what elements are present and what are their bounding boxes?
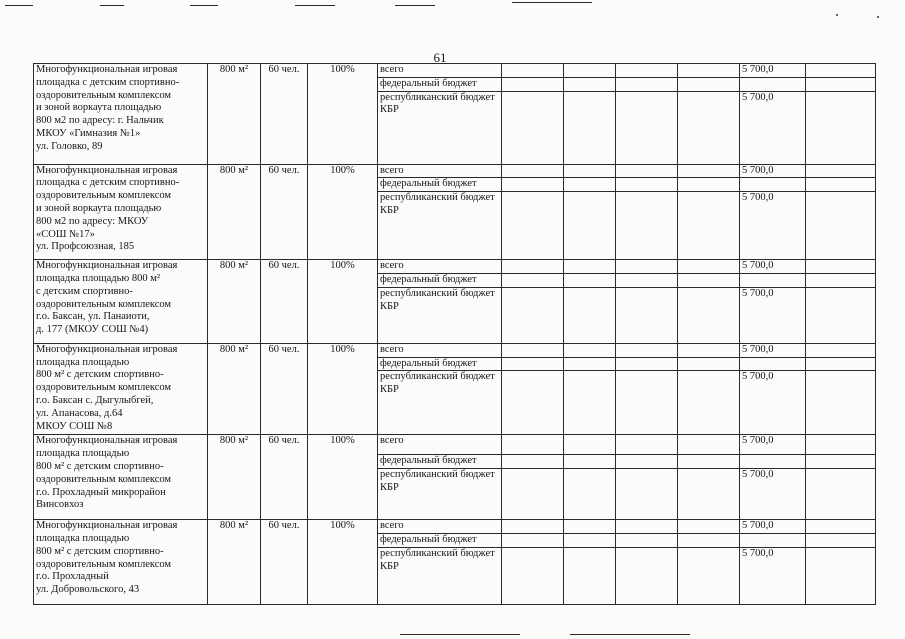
empty-cell — [678, 469, 740, 520]
amount-total: 5 700,0 — [740, 260, 806, 274]
project-name-line: ул. Профсоюзная, 185 — [36, 241, 135, 253]
empty-cell — [740, 273, 806, 287]
project-name-line: площадка площадью 800 м² — [36, 272, 161, 284]
empty-cell — [740, 533, 806, 547]
area-unit: м² — [238, 520, 249, 532]
project-name-line: ул. Апанасова, д.64 — [36, 407, 123, 419]
project-name-line: МКОУ «Гимназия №1» — [36, 127, 141, 139]
people-value: 60 чел. — [268, 260, 300, 272]
empty-cell — [806, 192, 876, 260]
area-value: 800 — [219, 64, 236, 75]
empty-cell — [502, 192, 564, 260]
empty-cell — [564, 547, 616, 604]
empty-cell — [740, 77, 806, 91]
project-area — [208, 435, 261, 520]
area-value: 800 — [219, 164, 236, 176]
people-value: 60 чел. — [268, 343, 300, 355]
empty-cell — [740, 357, 806, 371]
amount-republic: 5 700,0 — [740, 287, 806, 343]
table-row — [34, 435, 905, 455]
empty-cell — [502, 273, 564, 287]
project-area — [208, 64, 261, 165]
empty-cell — [806, 469, 876, 520]
empty-cell — [616, 435, 678, 455]
empty-cell — [806, 455, 876, 469]
empty-cell — [502, 533, 564, 547]
project-name — [34, 343, 208, 435]
project-name-line: Многофункциональная игровая — [36, 164, 178, 176]
project-name-line: с детским спортивно- — [36, 285, 133, 297]
empty-cell — [616, 164, 678, 178]
empty-cell — [806, 371, 876, 435]
empty-cell — [616, 192, 678, 260]
empty-cell — [678, 343, 740, 357]
empty-cell — [616, 371, 678, 435]
empty-cell — [616, 469, 678, 520]
empty-cell — [616, 533, 678, 547]
area-unit: м² — [238, 343, 249, 355]
table-row — [34, 343, 905, 357]
people-value: 60 чел. — [268, 164, 300, 176]
empty-cell — [616, 547, 678, 604]
project-name-line: оздоровительным комплексом — [36, 382, 172, 394]
project-name-line: Многофункциональная игровая — [36, 343, 178, 355]
project-name-line: оздоровительным комплексом — [36, 89, 172, 101]
budget-label-republic: республиканский бюджет КБР — [378, 91, 502, 164]
project-people — [261, 164, 308, 260]
budget-label-federal: федеральный бюджет — [378, 455, 502, 469]
empty-cell — [740, 178, 806, 192]
empty-cell — [502, 343, 564, 357]
empty-cell — [678, 91, 740, 164]
empty-cell — [616, 64, 678, 78]
people-value: 60 чел. — [268, 64, 300, 75]
area-unit: м² — [238, 64, 249, 75]
project-name-line: г.о. Баксан, ул. Панаиоти, — [36, 311, 150, 323]
project-name-line: и зоной воркаута площадью — [36, 202, 162, 214]
amount-republic: 5 700,0 — [740, 192, 806, 260]
empty-cell — [502, 178, 564, 192]
empty-cell — [806, 273, 876, 287]
budget-label-total: всего — [378, 520, 502, 534]
project-percent: 100% — [308, 64, 378, 165]
empty-cell — [564, 287, 616, 343]
empty-cell — [678, 455, 740, 469]
empty-cell — [616, 343, 678, 357]
empty-cell — [502, 64, 564, 78]
project-name — [34, 164, 208, 260]
scan-artifact — [512, 2, 592, 3]
empty-cell — [564, 64, 616, 78]
project-name-line: площадка с детским спортивно- — [36, 76, 180, 88]
empty-cell — [564, 77, 616, 91]
project-area — [208, 260, 261, 344]
empty-cell — [806, 357, 876, 371]
people-value: 60 чел. — [268, 520, 300, 532]
area-unit: м² — [238, 260, 249, 272]
project-percent: 100% — [308, 435, 378, 520]
budget-label-federal: федеральный бюджет — [378, 533, 502, 547]
project-name-line: Многофункциональная игровая — [36, 520, 178, 532]
project-name-line: 800 м² с детским спортивно- — [36, 460, 164, 472]
area-unit: м² — [238, 435, 249, 447]
empty-cell — [502, 357, 564, 371]
project-name-line: Многофункциональная игровая — [36, 435, 178, 447]
empty-cell — [564, 357, 616, 371]
empty-cell — [616, 520, 678, 534]
empty-cell — [564, 343, 616, 357]
empty-cell — [564, 91, 616, 164]
scan-artifact — [100, 5, 124, 6]
project-name-line: г.о. Баксан с. Дыгулыбгей, — [36, 394, 154, 406]
project-name-line: оздоровительным комплексом — [36, 190, 172, 202]
empty-cell — [502, 164, 564, 178]
project-name-line: оздоровительным комплексом — [36, 558, 172, 570]
empty-cell — [806, 77, 876, 91]
empty-cell — [502, 520, 564, 534]
empty-cell — [616, 357, 678, 371]
empty-cell — [616, 178, 678, 192]
empty-cell — [502, 455, 564, 469]
empty-cell — [678, 77, 740, 91]
empty-cell — [616, 455, 678, 469]
budget-label-republic: республиканский бюджет КБР — [378, 192, 502, 260]
empty-cell — [564, 533, 616, 547]
scan-speck — [836, 14, 838, 16]
scan-artifact — [5, 5, 33, 6]
area-value: 800 — [219, 260, 236, 272]
empty-cell — [678, 64, 740, 78]
empty-cell — [502, 547, 564, 604]
project-name-line: ул. Добровольского, 43 — [36, 584, 140, 596]
empty-cell — [502, 435, 564, 455]
empty-cell — [564, 260, 616, 274]
empty-cell — [678, 547, 740, 604]
budget-label-total: всего — [378, 435, 502, 455]
empty-cell — [806, 178, 876, 192]
project-area — [208, 164, 261, 260]
empty-cell — [502, 469, 564, 520]
page-number: 61 — [433, 50, 447, 65]
project-name — [34, 260, 208, 344]
project-people — [261, 64, 308, 165]
empty-cell — [678, 260, 740, 274]
scan-speck — [877, 16, 879, 18]
empty-cell — [678, 164, 740, 178]
empty-cell — [806, 547, 876, 604]
empty-cell — [678, 273, 740, 287]
empty-cell — [806, 260, 876, 274]
empty-cell — [678, 520, 740, 534]
budget-label-total: всего — [378, 164, 502, 178]
empty-cell — [806, 520, 876, 534]
empty-cell — [564, 273, 616, 287]
empty-cell — [564, 455, 616, 469]
project-name-line: г.о. Прохладный — [36, 571, 109, 583]
empty-cell — [502, 371, 564, 435]
project-people — [261, 343, 308, 435]
empty-cell — [564, 178, 616, 192]
amount-republic: 5 700,0 — [740, 547, 806, 604]
empty-cell — [502, 91, 564, 164]
project-name-line: площадка площадью — [36, 356, 130, 368]
area-unit: м² — [238, 164, 249, 176]
empty-cell — [678, 192, 740, 260]
empty-cell — [678, 357, 740, 371]
empty-cell — [502, 260, 564, 274]
amount-republic: 5 700,0 — [740, 371, 806, 435]
project-name-line: площадка с детским спортивно- — [36, 177, 180, 189]
empty-cell — [806, 533, 876, 547]
project-name-line: оздоровительным комплексом — [36, 473, 172, 485]
project-name-line: площадка площадью — [36, 532, 130, 544]
project-percent: 100% — [308, 260, 378, 344]
budget-label-republic: республиканский бюджет КБР — [378, 547, 502, 604]
empty-cell — [678, 435, 740, 455]
empty-cell — [564, 520, 616, 534]
budget-label-federal: федеральный бюджет — [378, 178, 502, 192]
table-row — [34, 260, 905, 274]
amount-total: 5 700,0 — [740, 343, 806, 357]
empty-cell — [806, 91, 876, 164]
empty-cell — [564, 164, 616, 178]
empty-cell — [564, 435, 616, 455]
project-name-line: 800 м2 по адресу: г. Нальчик — [36, 115, 164, 127]
empty-cell — [616, 77, 678, 91]
project-name-line: площадка площадью — [36, 448, 130, 460]
project-name — [34, 520, 208, 605]
project-name-line: д. 177 (МКОУ СОШ №4) — [36, 324, 149, 336]
project-percent: 100% — [308, 520, 378, 605]
budget-label-total: всего — [378, 260, 502, 274]
budget-label-republic: республиканский бюджет КБР — [378, 287, 502, 343]
table-row — [34, 520, 905, 534]
empty-cell — [678, 178, 740, 192]
scan-artifact — [190, 5, 218, 6]
amount-republic: 5 700,0 — [740, 91, 806, 164]
empty-cell — [616, 287, 678, 343]
empty-cell — [806, 287, 876, 343]
project-name-line: Многофункциональная игровая — [36, 64, 178, 75]
amount-total: 5 700,0 — [740, 435, 806, 455]
empty-cell — [806, 435, 876, 455]
project-name-line: г.о. Прохладный микрорайон — [36, 486, 166, 498]
budget-label-republic: республиканский бюджет КБР — [378, 371, 502, 435]
table-row — [34, 64, 905, 78]
project-name — [34, 435, 208, 520]
empty-cell — [806, 64, 876, 78]
amount-total: 5 700,0 — [740, 64, 806, 78]
scan-artifact — [400, 634, 520, 635]
area-value: 800 — [219, 343, 236, 355]
amount-total: 5 700,0 — [740, 164, 806, 178]
project-name-line: 800 м² с детским спортивно- — [36, 545, 164, 557]
budget-label-total: всего — [378, 343, 502, 357]
project-area — [208, 343, 261, 435]
project-name-line: 800 м2 по адресу: МКОУ — [36, 215, 149, 227]
budget-table — [33, 63, 905, 605]
amount-republic: 5 700,0 — [740, 469, 806, 520]
project-percent: 100% — [308, 164, 378, 260]
empty-cell — [678, 287, 740, 343]
budget-label-republic: республиканский бюджет КБР — [378, 469, 502, 520]
project-name-line: Многофункциональная игровая — [36, 260, 178, 272]
empty-cell — [502, 77, 564, 91]
project-name-line: Винсовхоз — [36, 499, 84, 511]
budget-label-federal: федеральный бюджет — [378, 357, 502, 371]
project-name-line: «СОШ №17» — [36, 228, 95, 240]
budget-label-total: всего — [378, 64, 502, 78]
empty-cell — [806, 164, 876, 178]
empty-cell — [564, 469, 616, 520]
project-name — [34, 64, 208, 165]
amount-total: 5 700,0 — [740, 520, 806, 534]
empty-cell — [740, 455, 806, 469]
empty-cell — [616, 91, 678, 164]
table-row — [34, 164, 905, 178]
empty-cell — [564, 192, 616, 260]
empty-cell — [564, 371, 616, 435]
empty-cell — [502, 287, 564, 343]
budget-label-federal: федеральный бюджет — [378, 77, 502, 91]
project-name-line: МКОУ СОШ №8 — [36, 420, 113, 432]
project-people — [261, 260, 308, 344]
project-people — [261, 520, 308, 605]
empty-cell — [616, 273, 678, 287]
budget-label-federal: федеральный бюджет — [378, 273, 502, 287]
project-area — [208, 520, 261, 605]
empty-cell — [678, 371, 740, 435]
people-value: 60 чел. — [268, 435, 300, 447]
area-value: 800 — [219, 520, 236, 532]
project-people — [261, 435, 308, 520]
empty-cell — [678, 533, 740, 547]
scan-artifact — [295, 5, 335, 6]
project-name-line: оздоровительным комплексом — [36, 298, 172, 310]
scan-artifact — [570, 634, 690, 635]
project-name-line: ул. Головко, 89 — [36, 140, 103, 152]
empty-cell — [616, 260, 678, 274]
scan-artifact — [395, 5, 435, 6]
empty-cell — [806, 343, 876, 357]
project-percent: 100% — [308, 343, 378, 435]
project-name-line: 800 м² с детским спортивно- — [36, 369, 164, 381]
area-value: 800 — [219, 435, 236, 447]
project-name-line: и зоной воркаута площадью — [36, 102, 162, 114]
